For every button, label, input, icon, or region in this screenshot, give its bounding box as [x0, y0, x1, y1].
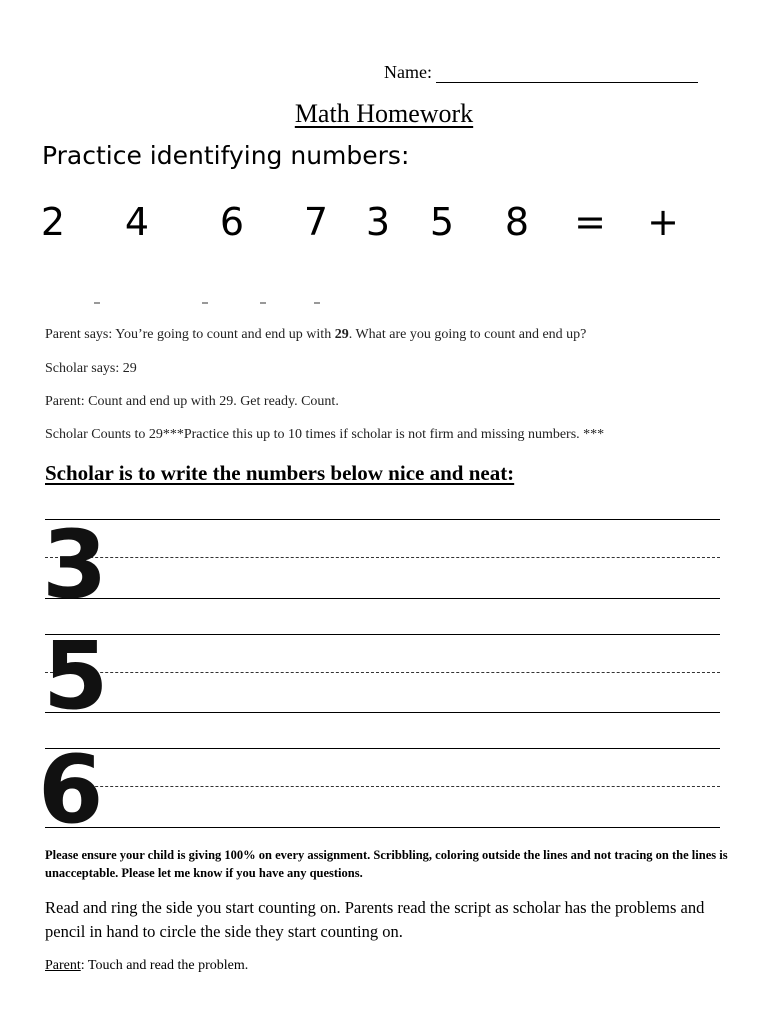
parent-text: : Touch and read the problem.	[80, 958, 249, 973]
writing-line	[45, 748, 720, 749]
practice-symbol: =	[574, 200, 606, 244]
parent-label: Parent	[45, 958, 81, 973]
writing-guide-line	[45, 672, 720, 673]
writing-line	[45, 519, 720, 520]
parent-note: Please ensure your child is giving 100% on every assignment. Scribbling, coloring outside the lines and not tracing on the lines is unacceptable. Please let me know if you have any questions.	[45, 848, 728, 880]
script-parent-number: 29	[334, 327, 349, 342]
writing-line	[45, 712, 720, 713]
writing-heading: Scholar is to write the numbers below nice and neat:	[45, 461, 515, 485]
writing-guide-line	[45, 557, 720, 558]
practice-number: 2	[40, 200, 66, 244]
practice-number: 4	[124, 200, 150, 244]
trace-number: 5	[43, 622, 109, 731]
writing-guide-line	[45, 786, 720, 787]
parent-instruction	[45, 958, 248, 974]
script-parent-prefix: Parent says: You’re going to count and end up with	[45, 327, 335, 342]
script-scholar-says: Scholar says: 29	[45, 361, 137, 376]
trace-number: 3	[42, 511, 108, 620]
writing-line	[45, 827, 720, 828]
script-parent-count: Parent: Count and end up with 29. Get ready. Count.	[45, 394, 339, 409]
cropped-text-fragments	[60, 298, 340, 306]
practice-heading: Practice identifying numbers:	[42, 141, 410, 170]
practice-number: 5	[429, 200, 455, 244]
practice-number: 8	[504, 200, 530, 244]
script-parent-suffix: . What are you going to count and end up?	[348, 327, 587, 342]
instructions: Read and ring the side you start counting on. Parents read the script as scholar has the problems and pencil in hand to circle the side they start counting on.	[45, 898, 705, 941]
writing-line	[45, 634, 720, 635]
trace-number: 6	[38, 736, 104, 845]
writing-line	[45, 598, 720, 599]
name-line	[384, 62, 698, 83]
practice-number: 6	[219, 200, 245, 244]
practice-symbol: +	[647, 200, 679, 244]
name-label: Name:	[384, 62, 432, 82]
page-title: Math Homework	[294, 99, 474, 128]
practice-number: 3	[365, 200, 391, 244]
script-scholar-counts: Scholar Counts to 29***Practice this up to 10 times if scholar is not firm and missing numbers. ***	[45, 427, 605, 442]
script-parent-says	[45, 327, 586, 343]
practice-number: 7	[303, 200, 329, 244]
name-blank-field[interactable]	[436, 64, 698, 83]
